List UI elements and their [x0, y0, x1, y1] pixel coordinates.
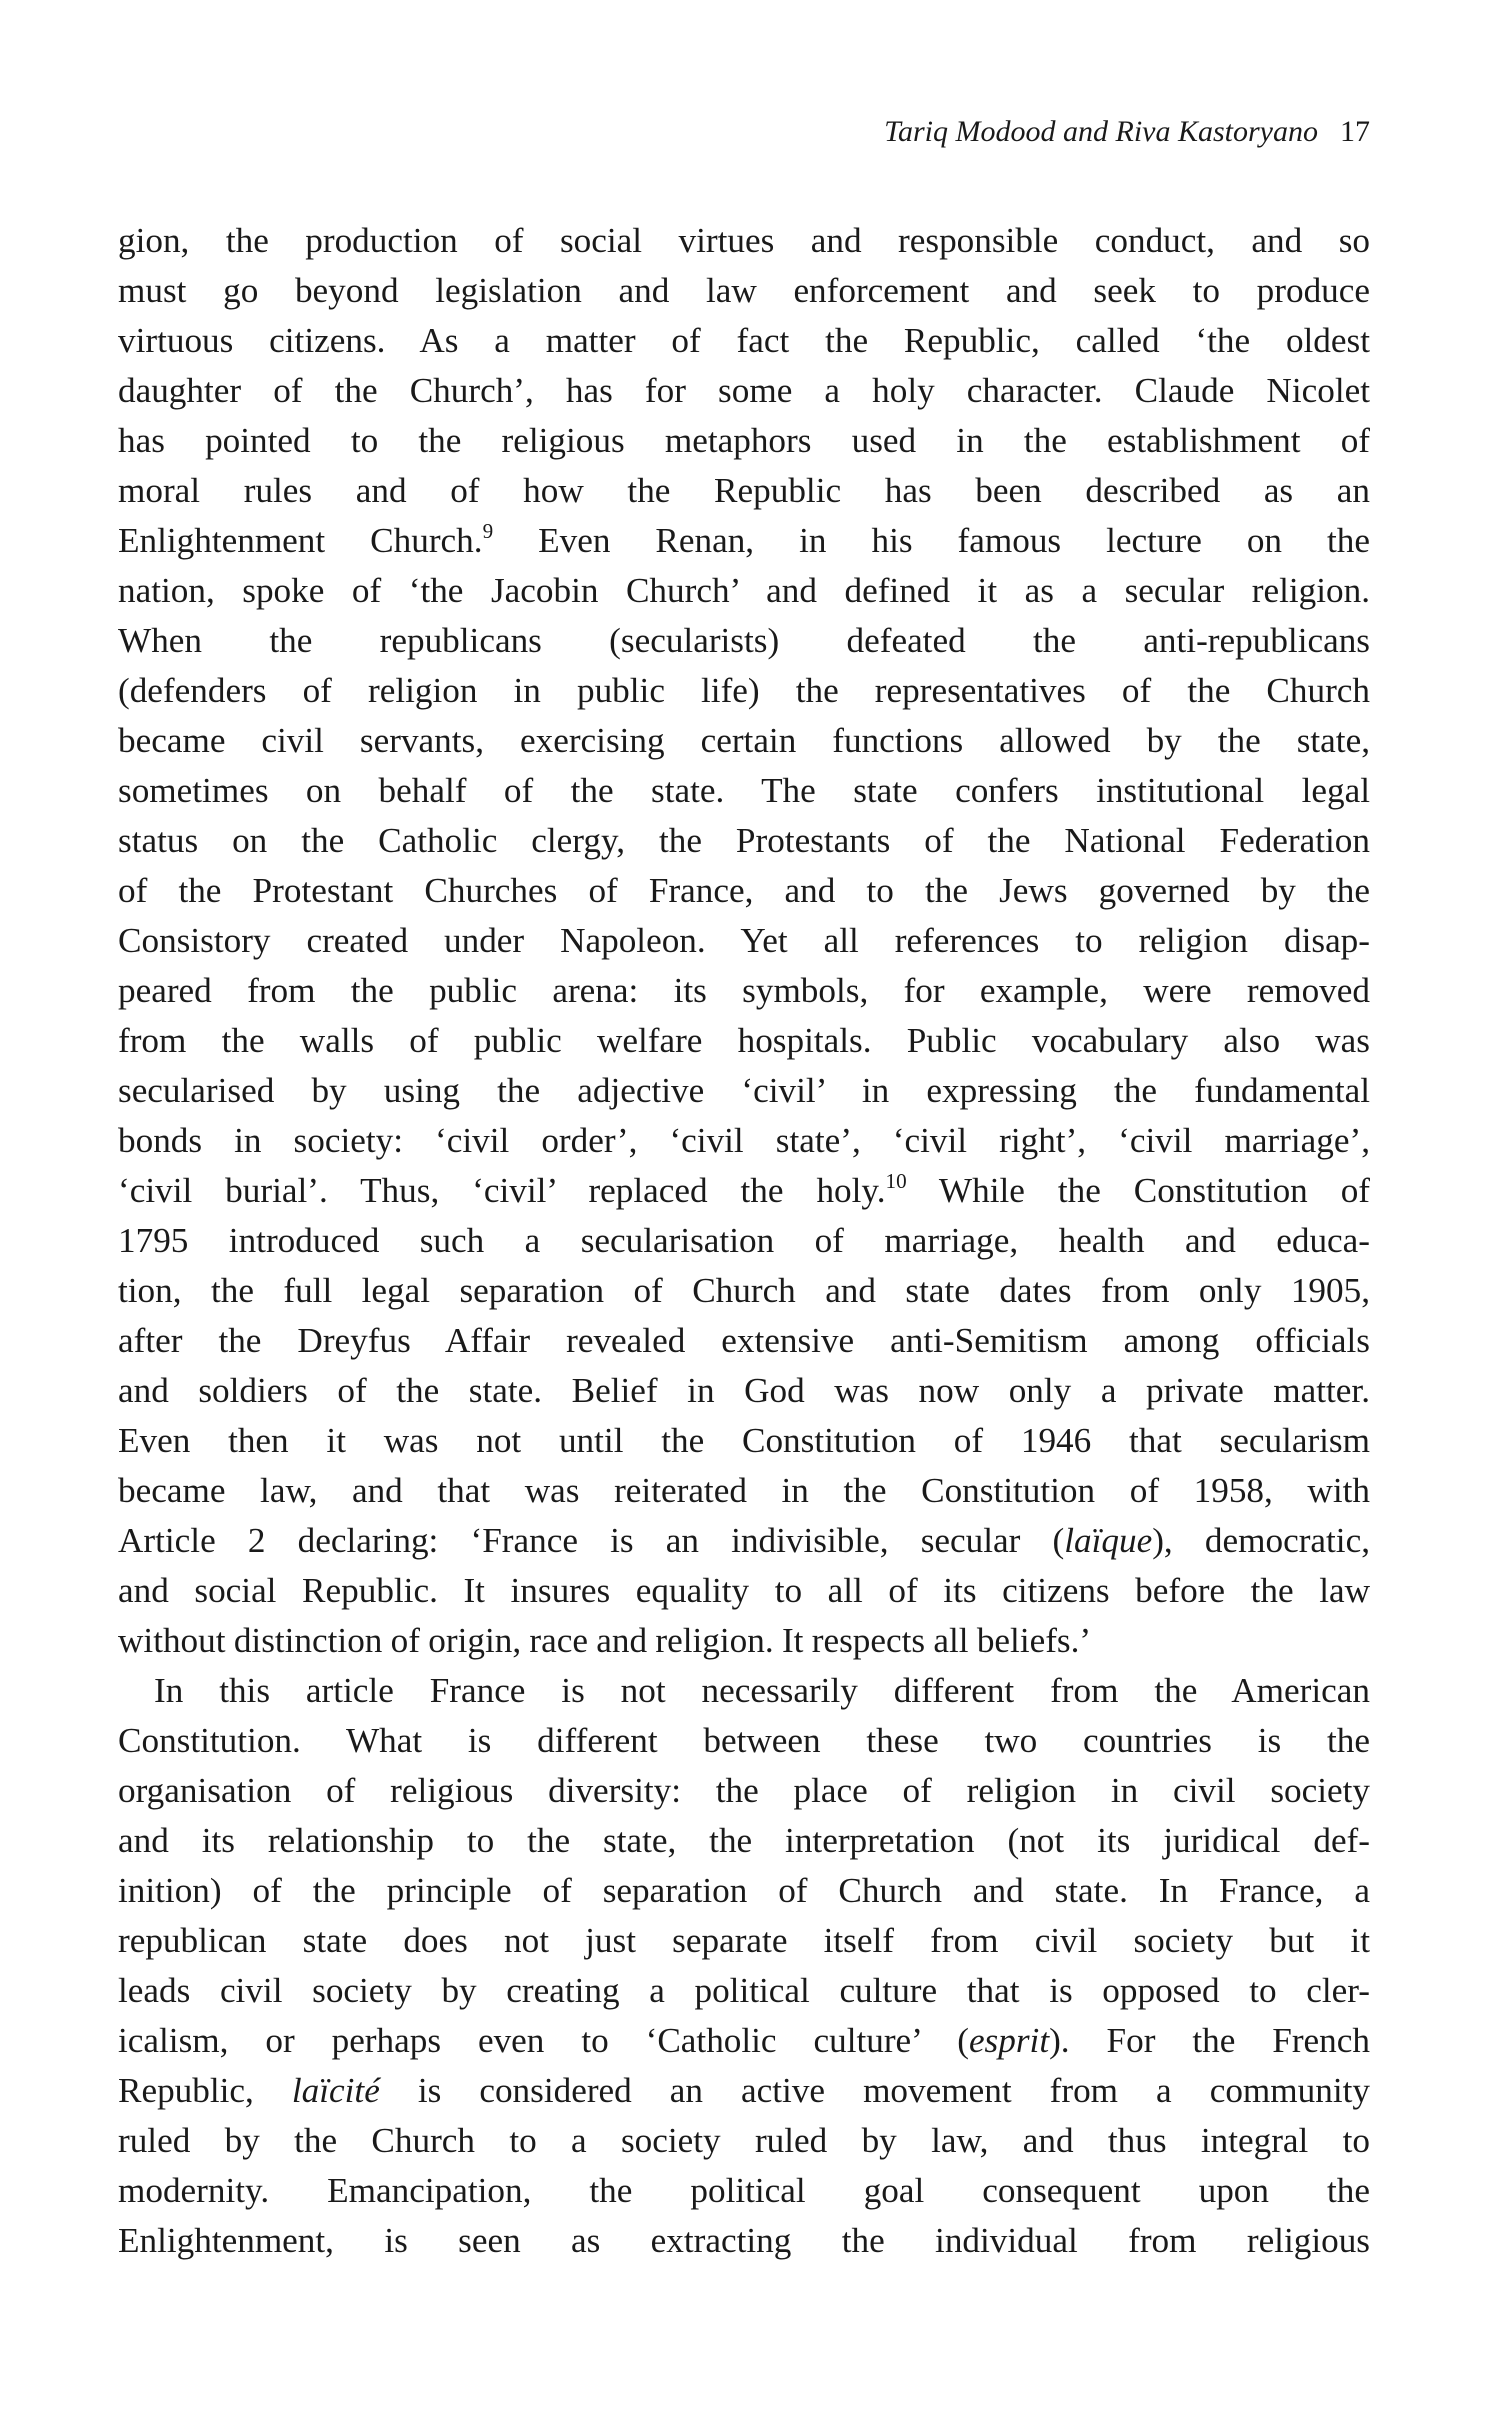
text-line: gion, the production of social virtues and responsible conduct, and so	[118, 221, 1370, 260]
footnote-marker-9: 9	[482, 519, 494, 544]
text-line: (defenders of religion in public life) the representatives of the Church	[118, 671, 1370, 710]
text-line: leads civil society by creating a political culture that is opposed to cler-	[118, 1971, 1370, 2010]
text-line: In this article France is not necessarily different from the American	[154, 1671, 1370, 1710]
book-page	[118, 112, 1370, 2352]
text-line: ‘civil burial’. Thus, ‘civil’ replaced the holy.$^{10}$ While the Constitution of	[118, 1169, 1370, 1210]
text-line: When the republicans (secularists) defeated the anti-republicans	[118, 621, 1370, 660]
text-line: after the Dreyfus Affair revealed extensive anti-Semitism among officials	[118, 1321, 1370, 1360]
text-line: daughter of the Church’, has for some a holy character. Claude Nicolet	[118, 371, 1370, 410]
text-line: of the Protestant Churches of France, and to the Jews governed by the	[118, 871, 1370, 910]
text-line: and social Republic. It insures equality to all of its citizens before the law	[118, 1571, 1370, 1610]
running-head	[884, 112, 1370, 152]
text-line: sometimes on behalf of the state. The state confers institutional legal	[118, 771, 1370, 810]
footnote-marker-10: 10	[885, 1169, 907, 1194]
body-text	[118, 216, 1370, 2266]
text-line: organisation of religious diversity: the place of religion in civil society	[118, 1771, 1370, 1810]
running-head-authors: Tariq Modood and Riva Kastoryano	[884, 115, 1318, 148]
page-number: 17	[1340, 115, 1370, 148]
text-line: modernity. Emancipation, the political goal consequent upon the	[118, 2171, 1370, 2210]
text-line: 1795 introduced such a secularisation of marriage, health and educa-	[118, 1221, 1370, 1260]
text-line: republican state does not just separate itself from civil society but it	[118, 1921, 1370, 1960]
text-line: Consistory created under Napoleon. Yet all references to religion disap-	[118, 921, 1370, 960]
text-line: must go beyond legislation and law enforcement and seek to produce	[118, 271, 1370, 310]
text-line: became law, and that was reiterated in the Constitution of 1958, with	[118, 1471, 1370, 1510]
text-line: Article 2 declaring: ‘France is an indivisible, secular (laïque), democratic,	[118, 1521, 1370, 1560]
text-line: moral rules and of how the Republic has been described as an	[118, 471, 1370, 510]
text-line: and its relationship to the state, the interpretation (not its juridical def-	[118, 1821, 1370, 1860]
text-line: inition) of the principle of separation of Church and state. In France, a	[118, 1871, 1370, 1910]
text-line: from the walls of public welfare hospitals. Public vocabulary also was	[118, 1021, 1370, 1060]
text-line: icalism, or perhaps even to ‘Catholic culture’ (esprit). For the French	[118, 2021, 1370, 2060]
text-line: Republic, laïcité is considered an active movement from a community	[118, 2071, 1370, 2110]
text-line: secularised by using the adjective ‘civil’ in expressing the fundamental	[118, 1071, 1370, 1110]
text-line: without distinction of origin, race and religion. It respects all beliefs.’	[118, 1621, 1092, 1660]
text-line: bonds in society: ‘civil order’, ‘civil state’, ‘civil right’, ‘civil marriage’,	[118, 1121, 1370, 1160]
text-line: Constitution. What is different between these two countries is the	[118, 1721, 1370, 1760]
text-line: became civil servants, exercising certain functions allowed by the state,	[118, 721, 1370, 760]
text-line: Even then it was not until the Constitution of 1946 that secularism	[118, 1421, 1370, 1460]
text-line: Enlightenment Church.$^9$ Even Renan, in his famous lecture on the	[118, 519, 1370, 560]
text-line: tion, the full legal separation of Church and state dates from only 1905,	[118, 1271, 1370, 1310]
text-line: Enlightenment, is seen as extracting the individual from religious	[118, 2221, 1370, 2260]
text-line: status on the Catholic clergy, the Protestants of the National Federation	[118, 821, 1370, 860]
text-line: nation, spoke of ‘the Jacobin Church’ and defined it as a secular religion.	[118, 571, 1370, 610]
text-line: has pointed to the religious metaphors used in the establishment of	[118, 421, 1370, 460]
text-line: virtuous citizens. As a matter of fact the Republic, called ‘the oldest	[118, 321, 1370, 360]
text-line: ruled by the Church to a society ruled by law, and thus integral to	[118, 2121, 1370, 2160]
text-line: peared from the public arena: its symbols, for example, were removed	[118, 971, 1370, 1010]
text-line: and soldiers of the state. Belief in God was now only a private matter.	[118, 1371, 1370, 1410]
